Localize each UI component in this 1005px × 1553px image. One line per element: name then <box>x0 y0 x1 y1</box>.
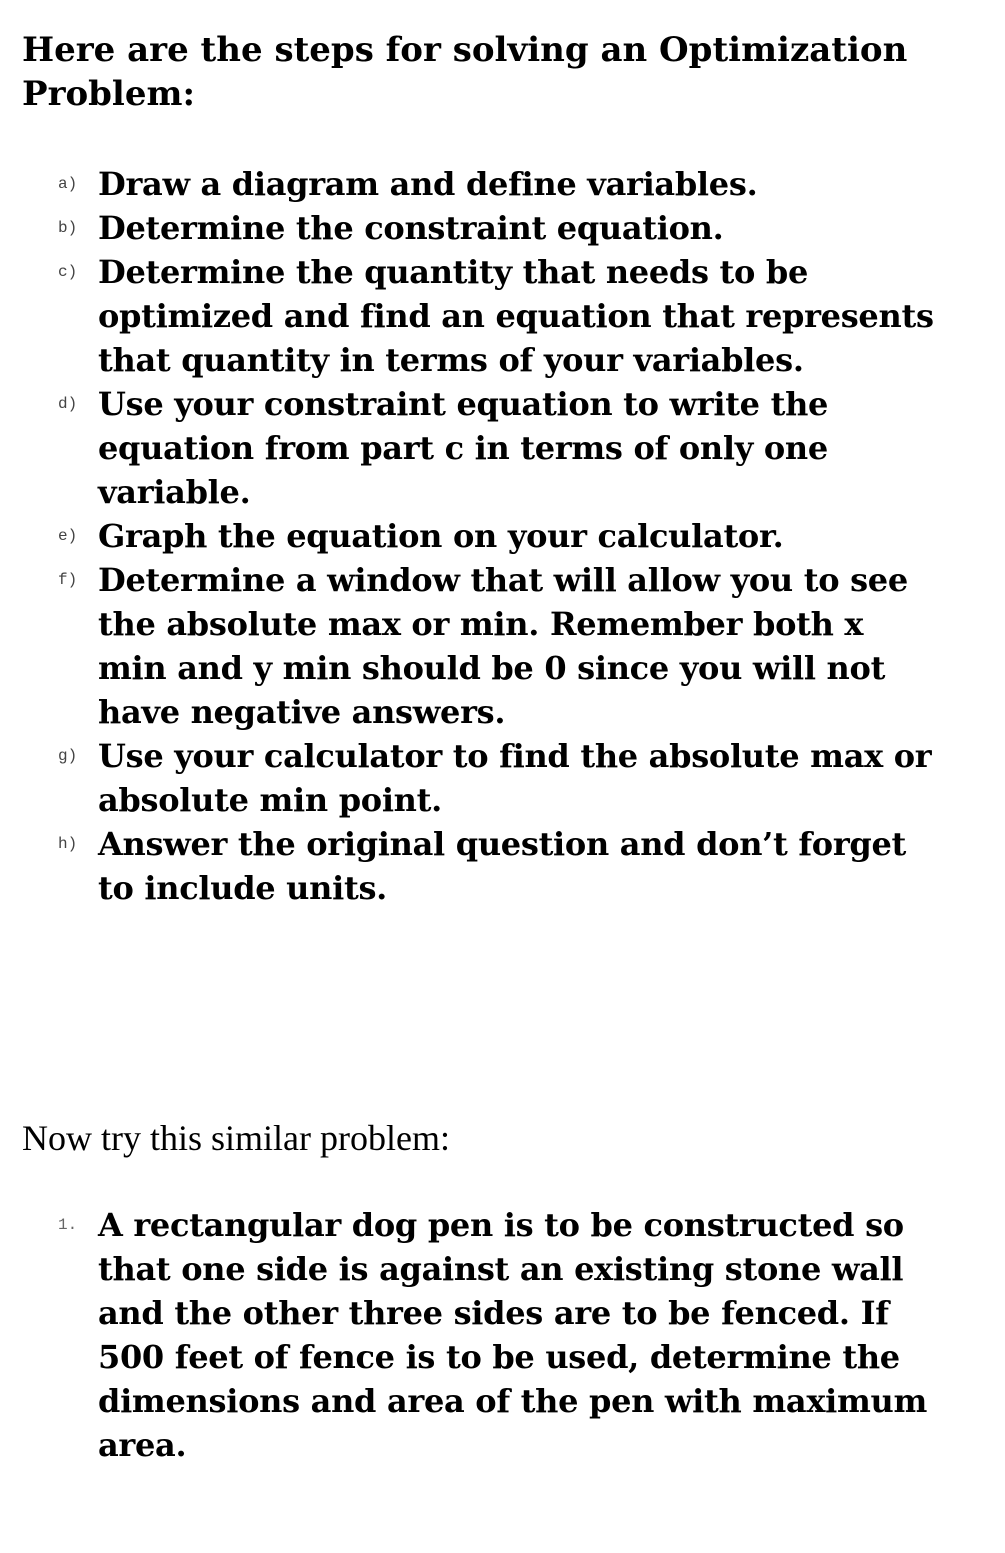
practice-intro: Now try this similar problem: <box>22 1118 450 1158</box>
step-marker: h) <box>58 835 78 853</box>
step-marker: b) <box>58 219 78 237</box>
problem-marker: 1. <box>58 1216 78 1234</box>
problem-item <box>22 1203 982 1467</box>
step-item <box>22 250 982 382</box>
step-marker: f) <box>58 571 78 589</box>
problems-list <box>22 1203 982 1467</box>
step-text: Use your constraint equation to write the equation from part c in terms of only one variable. <box>98 385 829 511</box>
step-marker: d) <box>58 395 78 413</box>
step-text: Draw a diagram and define variables. <box>98 165 758 203</box>
steps-list <box>22 162 982 910</box>
step-item <box>22 514 982 558</box>
step-item <box>22 206 982 250</box>
document <box>22 28 982 1464</box>
step-text: Determine the constraint equation. <box>98 209 724 247</box>
step-item <box>22 734 982 822</box>
step-text: Determine the quantity that needs to be optimized and find an equation that represents that quantity in terms of your variables. <box>98 253 934 379</box>
step-item <box>22 382 982 514</box>
step-item <box>22 162 982 206</box>
step-text: Answer the original question and don’t forget to include units. <box>98 825 907 907</box>
step-marker: e) <box>58 527 78 545</box>
problem-text: A rectangular dog pen is to be constructed so that one side is against an existing stone wall and the other three sides are to be fenced. If 500 feet of fence is to be used, determine the dimensions and area of the pen with maximum area. <box>98 1206 928 1464</box>
step-item <box>22 822 982 910</box>
step-text: Use your calculator to find the absolute max or absolute min point. <box>98 737 932 819</box>
step-marker: a) <box>58 175 78 193</box>
page-heading: Here are the steps for solving an Optimization Problem: <box>22 30 908 114</box>
step-text: Determine a window that will allow you to see the absolute max or min. Remember both x min and y min should be 0 since you will not have negative answers. <box>98 561 908 731</box>
step-marker: c) <box>58 263 78 281</box>
step-item <box>22 558 982 734</box>
step-marker: g) <box>58 747 78 765</box>
step-text: Graph the equation on your calculator. <box>98 517 784 555</box>
